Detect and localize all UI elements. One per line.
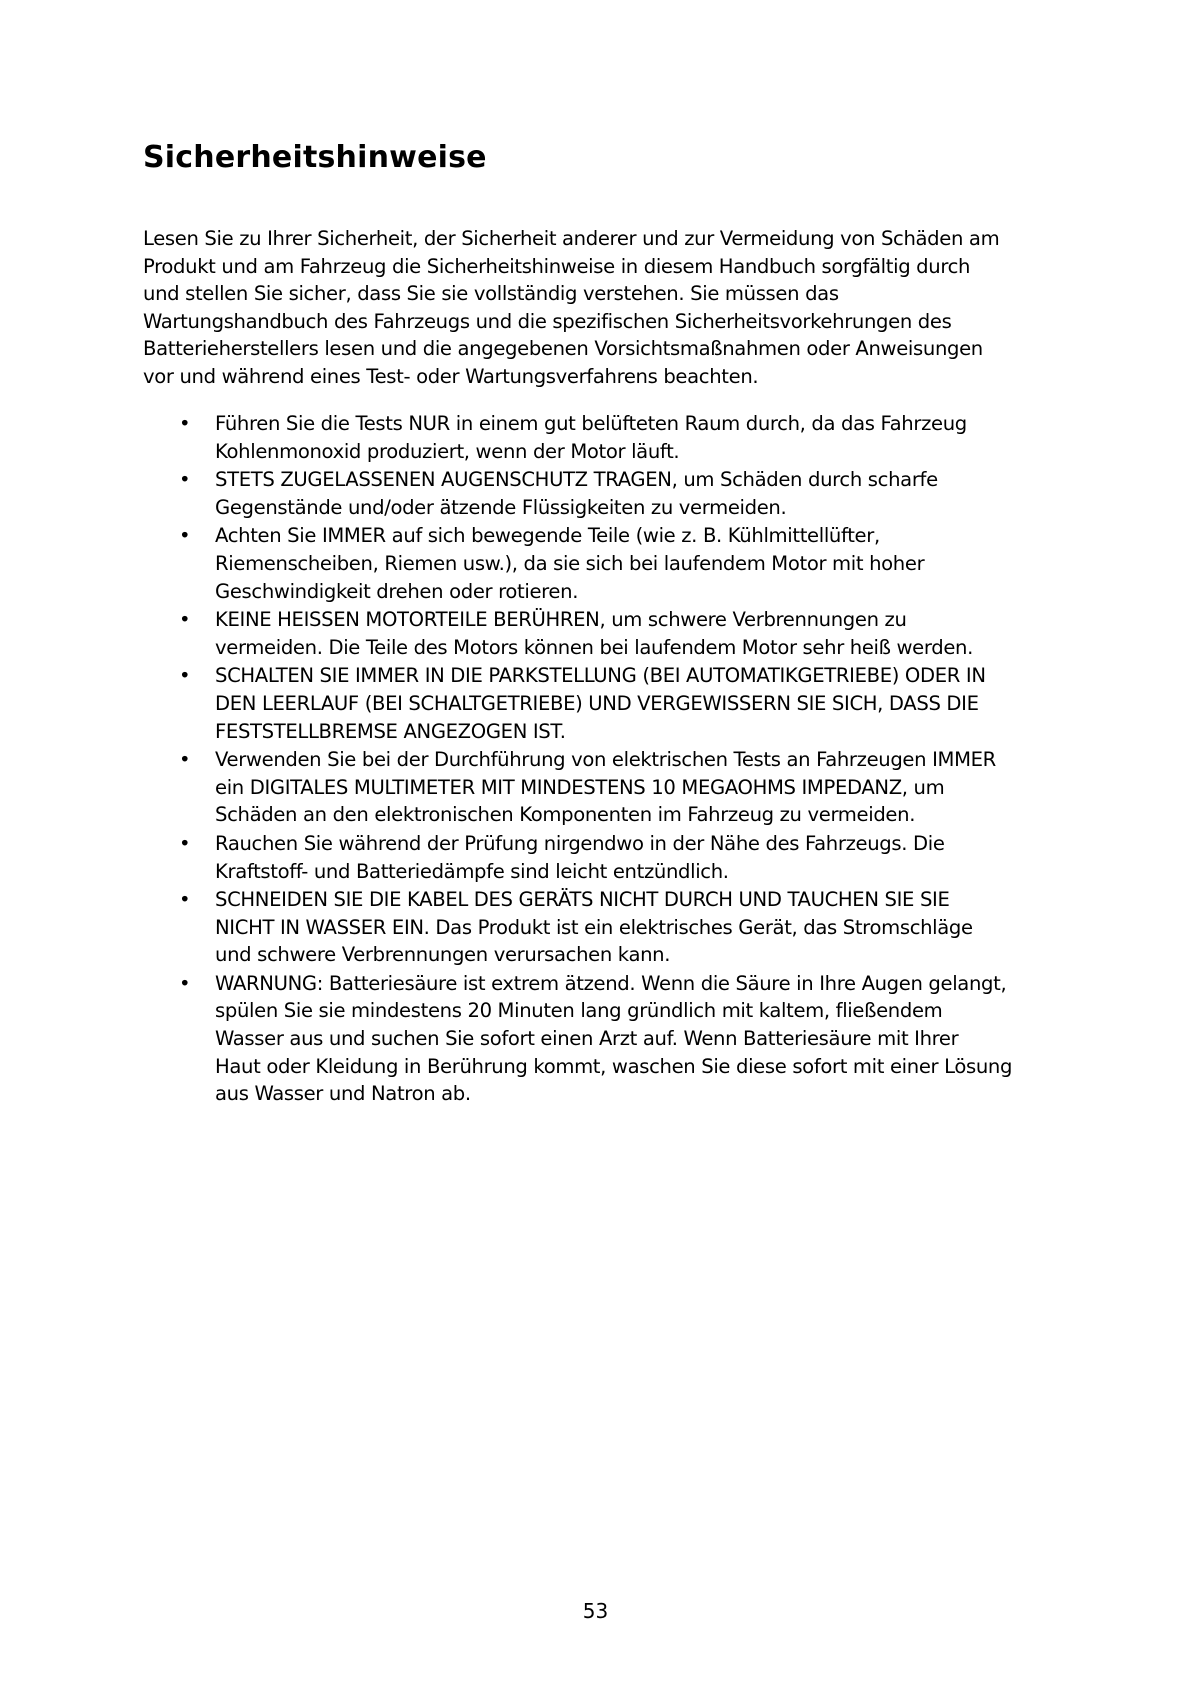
intro-line: Produkt und am Fahrzeug die Sicherheitshinweise in diesem Handbuch sorgfältig durch bbox=[143, 254, 971, 278]
list-item bbox=[143, 970, 1083, 1108]
list-item bbox=[143, 410, 1083, 465]
list-item-line: Wasser aus und suchen Sie sofort einen Arzt auf. Wenn Batteriesäure mit Ihrer bbox=[215, 1027, 959, 1051]
bullet-icon: • bbox=[179, 748, 191, 772]
list-item-line: Geschwindigkeit drehen oder rotieren. bbox=[215, 579, 579, 603]
list-item-line: und schwere Verbrennungen verursachen kann. bbox=[215, 943, 671, 967]
intro-line: vor und während eines Test- oder Wartungsverfahrens beachten. bbox=[143, 364, 759, 388]
list-item bbox=[143, 522, 1083, 605]
bullet-icon: • bbox=[179, 608, 191, 632]
intro-line: Lesen Sie zu Ihrer Sicherheit, der Sicherheit anderer und zur Vermeidung von Schäden am bbox=[143, 227, 1000, 250]
list-item-line: DEN LEERLAUF (BEI SCHALTGETRIEBE) UND VERGEWISSERN SIE SICH, DASS DIE bbox=[215, 691, 979, 715]
list-item-line: Rauchen Sie während der Prüfung nirgendwo in der Nähe des Fahrzeugs. Die bbox=[215, 831, 945, 855]
bullet-icon: • bbox=[179, 831, 191, 855]
intro-paragraph bbox=[143, 225, 1063, 391]
list-item bbox=[143, 746, 1083, 829]
bullet-icon: • bbox=[179, 664, 191, 688]
list-item-line: STETS ZUGELASSENEN AUGENSCHUTZ TRAGEN, um Schäden durch scharfe bbox=[215, 468, 938, 492]
list-item-line: Haut oder Kleidung in Berührung kommt, waschen Sie diese sofort mit einer Lösung bbox=[215, 1054, 1013, 1078]
intro-line: Batterieherstellers lesen und die angegebenen Vorsichtsmaßnahmen oder Anweisungen bbox=[143, 337, 983, 361]
list-item-line: FESTSTELLBREMSE ANGEZOGEN IST. bbox=[215, 719, 566, 743]
page-title: Sicherheitshinweise bbox=[143, 140, 487, 175]
bullet-icon: • bbox=[179, 524, 191, 548]
bullet-icon: • bbox=[179, 971, 191, 995]
list-item-line: ein DIGITALES MULTIMETER MIT MINDESTENS 10 MEGAOHMS IMPEDANZ, um bbox=[215, 775, 945, 799]
bullet-icon: • bbox=[179, 888, 191, 912]
list-item-line: Kraftstoff- und Batteriedämpfe sind leicht entzündlich. bbox=[215, 859, 729, 883]
list-item bbox=[143, 886, 1083, 969]
list-item bbox=[143, 830, 1083, 885]
list-item bbox=[143, 606, 1083, 661]
list-item bbox=[143, 466, 1083, 521]
list-item-line: NICHT IN WASSER EIN. Das Produkt ist ein elektrisches Gerät, das Stromschläge bbox=[215, 915, 973, 939]
bullet-icon: • bbox=[179, 468, 191, 492]
list-item-line: Kohlenmonoxid produziert, wenn der Motor läuft. bbox=[215, 439, 680, 463]
list-item-line: SCHNEIDEN SIE DIE KABEL DES GERÄTS NICHT DURCH UND TAUCHEN SIE SIE bbox=[215, 888, 950, 912]
list-item-line: Riemenscheiben, Riemen usw.), da sie sich bei laufendem Motor mit hoher bbox=[215, 551, 925, 575]
safety-bullet-list bbox=[143, 410, 1083, 1109]
list-item-line: spülen Sie sie mindestens 20 Minuten lang gründlich mit kaltem, fließendem bbox=[215, 999, 943, 1023]
intro-line: Wartungshandbuch des Fahrzeugs und die spezifischen Sicherheitsvorkehrungen des bbox=[143, 309, 952, 333]
list-item-line: Führen Sie die Tests NUR in einem gut belüfteten Raum durch, da das Fahrzeug bbox=[215, 412, 967, 435]
list-item-line: vermeiden. Die Teile des Motors können bei laufendem Motor sehr heiß werden. bbox=[215, 635, 973, 659]
page-number: 53 bbox=[582, 1599, 609, 1623]
list-item-line: Gegenstände und/oder ätzende Flüssigkeiten zu vermeiden. bbox=[215, 495, 787, 519]
list-item-line: Achten Sie IMMER auf sich bewegende Teile (wie z. B. Kühlmittellüfter, bbox=[215, 524, 880, 548]
list-item bbox=[143, 662, 1083, 745]
list-item-line: Verwenden Sie bei der Durchführung von elektrischen Tests an Fahrzeugen IMMER bbox=[215, 748, 996, 772]
list-item-line: Schäden an den elektronischen Komponenten im Fahrzeug zu vermeiden. bbox=[215, 803, 916, 827]
list-item-line: aus Wasser und Natron ab. bbox=[215, 1082, 471, 1106]
list-item-line: WARNUNG: Batteriesäure ist extrem ätzend. Wenn die Säure in Ihre Augen gelangt, bbox=[215, 971, 1007, 995]
list-item-line: SCHALTEN SIE IMMER IN DIE PARKSTELLUNG (BEI AUTOMATIKGETRIEBE) ODER IN bbox=[215, 664, 986, 688]
list-item-line: KEINE HEISSEN MOTORTEILE BERÜHREN, um schwere Verbrennungen zu bbox=[215, 608, 907, 632]
intro-line: und stellen Sie sicher, dass Sie sie vollständig verstehen. Sie müssen das bbox=[143, 282, 839, 306]
bullet-icon: • bbox=[179, 412, 191, 435]
